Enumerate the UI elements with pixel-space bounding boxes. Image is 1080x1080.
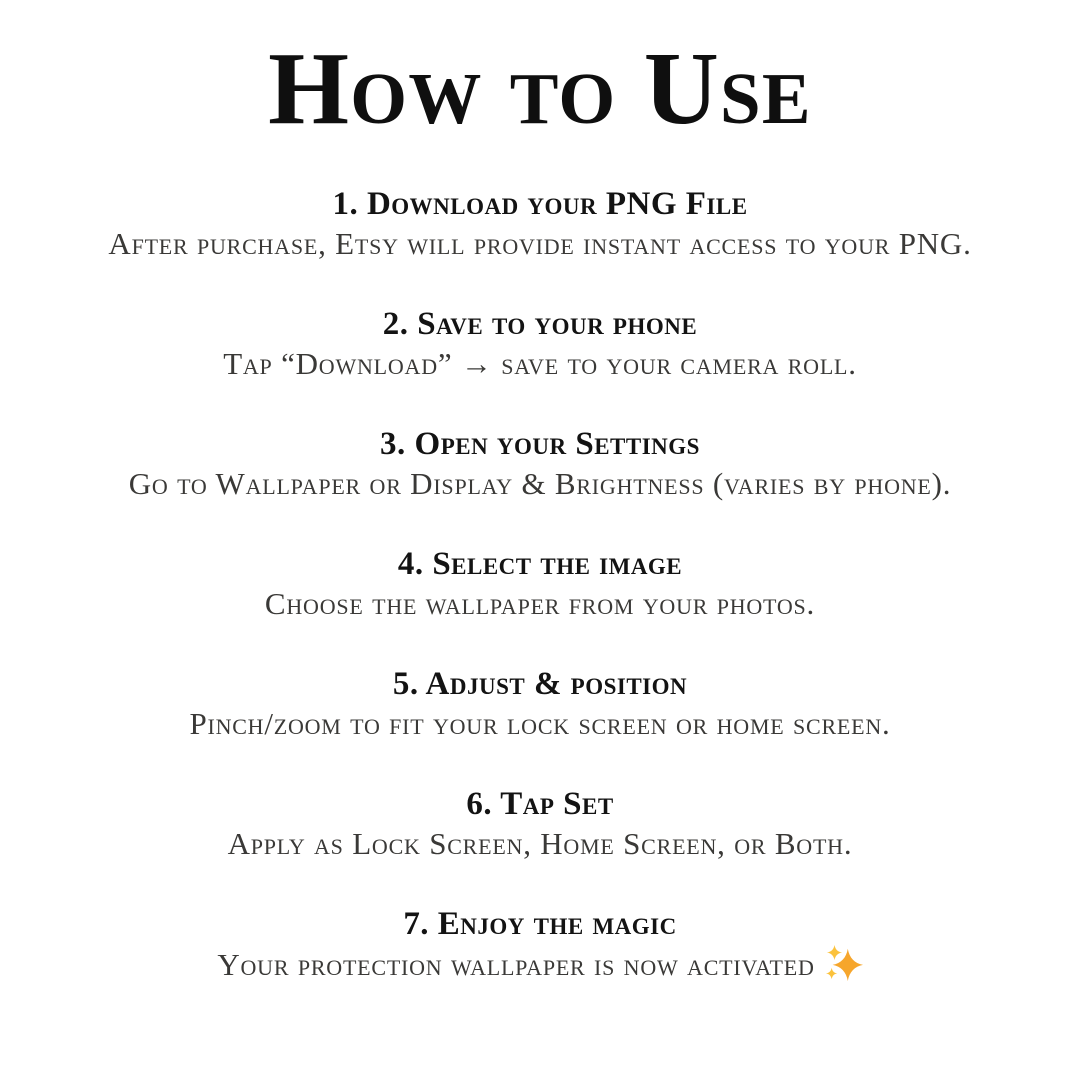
step-heading: 3. Open your Settings	[380, 426, 700, 462]
step-body: After purchase, Etsy will provide instant access to your PNG.	[108, 226, 972, 261]
sparkle-small-top	[827, 945, 842, 960]
step-1	[0, 184, 1080, 264]
sparkles-icon	[825, 944, 863, 982]
step-body: Choose the wallpaper from your photos.	[264, 586, 816, 621]
step-heading: 7. Enjoy the magic	[403, 906, 677, 942]
step-body: Tap “Download” → save to your camera roll.	[223, 346, 857, 381]
step-6	[0, 784, 1080, 864]
step-heading: 6. Tap Set	[466, 786, 614, 822]
step-2	[0, 304, 1080, 384]
step-body-text: Your protection wallpaper is now activated	[217, 947, 815, 982]
step-body	[0, 944, 1080, 985]
step-4	[0, 544, 1080, 624]
step-3	[0, 424, 1080, 504]
step-heading: 4. Select the image	[397, 546, 683, 582]
page-title: How to Use	[268, 31, 812, 146]
step-5	[0, 664, 1080, 744]
steps-list	[0, 184, 1080, 985]
step-heading: 1. Download your PNG File	[332, 186, 748, 222]
step-body: Go to Wallpaper or Display & Brightness (varies by phone).	[128, 466, 952, 501]
sparkle-small-bottom	[826, 968, 837, 979]
step-body: Apply as Lock Screen, Home Screen, or Both.	[227, 826, 853, 861]
step-body: Pinch/zoom to fit your lock screen or home screen.	[189, 706, 891, 741]
step-7	[0, 904, 1080, 985]
step-heading: 2. Save to your phone	[382, 306, 698, 342]
step-heading: 5. Adjust & position	[392, 666, 688, 702]
